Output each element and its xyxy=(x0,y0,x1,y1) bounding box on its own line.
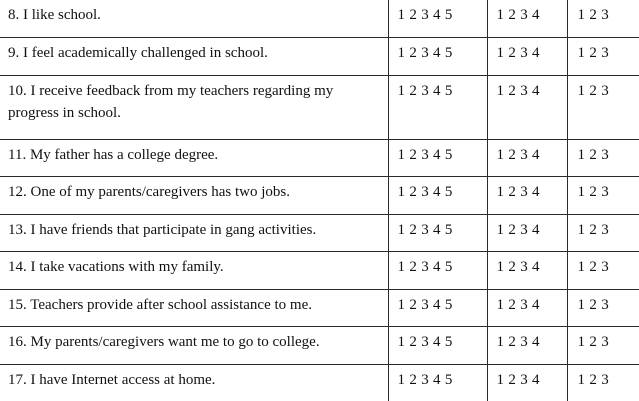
rating-scale-four xyxy=(487,75,567,139)
rating-scale-three xyxy=(567,252,639,290)
rating-scale-four xyxy=(487,252,567,290)
rating-scale-five xyxy=(388,177,487,215)
rating-scale-five xyxy=(388,252,487,290)
rating-scale-three xyxy=(567,289,639,327)
rating-scale-five xyxy=(388,139,487,177)
rating-scale-five xyxy=(388,327,487,365)
rating-scale-label: 1 2 3 xyxy=(577,45,609,61)
rating-scale-label: 1 2 3 xyxy=(577,259,609,275)
rating-scale-three xyxy=(567,214,639,252)
rating-scale-label: 1 2 3 xyxy=(577,184,609,200)
rating-scale-five xyxy=(388,38,487,76)
rating-scale-label: 1 2 3 4 xyxy=(496,7,540,23)
rating-scale-label: 1 2 3 xyxy=(577,82,609,99)
rating-scale-three xyxy=(567,38,639,76)
question-text: 14. I take vacations with my family. xyxy=(0,252,388,290)
rating-scale-five xyxy=(388,214,487,252)
rating-scale-three xyxy=(567,0,639,38)
table-row xyxy=(0,214,639,252)
rating-scale-label: 1 2 3 xyxy=(577,146,609,163)
rating-scale-label: 1 2 3 4 5 xyxy=(397,221,453,238)
rating-scale-three xyxy=(567,75,639,139)
rating-scale-label: 1 2 3 4 xyxy=(496,45,540,61)
question-text: 8. I like school. xyxy=(0,0,388,38)
rating-scale-label: 1 2 3 4 xyxy=(496,184,540,200)
rating-scale-label: 1 2 3 xyxy=(577,221,609,238)
rating-scale-five xyxy=(388,75,487,139)
table-row xyxy=(0,38,639,76)
rating-scale-four xyxy=(487,327,567,365)
table-row xyxy=(0,364,639,401)
rating-scale-three xyxy=(567,177,639,215)
rating-scale-label: 1 2 3 xyxy=(577,334,609,350)
table-row xyxy=(0,289,639,327)
rating-scale-four xyxy=(487,364,567,401)
rating-scale-label: 1 2 3 4 xyxy=(496,221,540,238)
rating-scale-label: 1 2 3 4 5 xyxy=(397,82,453,99)
rating-scale-label: 1 2 3 4 5 xyxy=(397,296,453,313)
table-row xyxy=(0,75,639,139)
table-row xyxy=(0,177,639,215)
rating-scale-label: 1 2 3 4 5 xyxy=(397,334,453,350)
rating-scale-four xyxy=(487,38,567,76)
rating-scale-four xyxy=(487,0,567,38)
rating-scale-label: 1 2 3 4 xyxy=(496,259,540,275)
question-text: 11. My father has a college degree. xyxy=(0,139,388,177)
rating-scale-three xyxy=(567,139,639,177)
rating-scale-five xyxy=(388,0,487,38)
question-text: 17. I have Internet access at home. xyxy=(0,364,388,401)
rating-scale-four xyxy=(487,177,567,215)
rating-scale-five xyxy=(388,364,487,401)
rating-scale-label: 1 2 3 4 5 xyxy=(397,259,453,275)
rating-scale-label: 1 2 3 4 xyxy=(496,82,540,99)
rating-scale-label: 1 2 3 xyxy=(577,371,609,388)
rating-scale-label: 1 2 3 4 xyxy=(496,146,540,163)
table-row xyxy=(0,0,639,38)
rating-scale-five xyxy=(388,289,487,327)
question-text: 12. One of my parents/caregivers has two jobs. xyxy=(0,177,388,215)
rating-scale-label: 1 2 3 4 xyxy=(496,334,540,350)
rating-scale-three xyxy=(567,364,639,401)
rating-scale-label: 1 2 3 4 xyxy=(496,296,540,313)
question-text: 13. I have friends that participate in gang activities. xyxy=(0,214,388,252)
table-row xyxy=(0,327,639,365)
rating-scale-label: 1 2 3 xyxy=(577,296,609,313)
rating-scale-label: 1 2 3 4 5 xyxy=(397,146,453,163)
rating-scale-label: 1 2 3 4 5 xyxy=(397,45,453,61)
rating-scale-four xyxy=(487,214,567,252)
question-text: 16. My parents/caregivers want me to go to college. xyxy=(0,327,388,365)
rating-scale-three xyxy=(567,327,639,365)
question-text: 9. I feel academically challenged in school. xyxy=(0,38,388,76)
rating-scale-label: 1 2 3 xyxy=(577,7,609,23)
rating-scale-four xyxy=(487,289,567,327)
table-row xyxy=(0,252,639,290)
question-text: 10. I receive feedback from my teachers regarding my progress in school. xyxy=(0,75,388,139)
rating-scale-label: 1 2 3 4 5 xyxy=(397,371,453,388)
table-row xyxy=(0,139,639,177)
rating-scale-label: 1 2 3 4 5 xyxy=(397,184,453,200)
rating-scale-four xyxy=(487,139,567,177)
rating-scale-label: 1 2 3 4 xyxy=(496,371,540,388)
rating-scale-label: 1 2 3 4 5 xyxy=(397,7,453,23)
question-text: 15. Teachers provide after school assistance to me. xyxy=(0,289,388,327)
